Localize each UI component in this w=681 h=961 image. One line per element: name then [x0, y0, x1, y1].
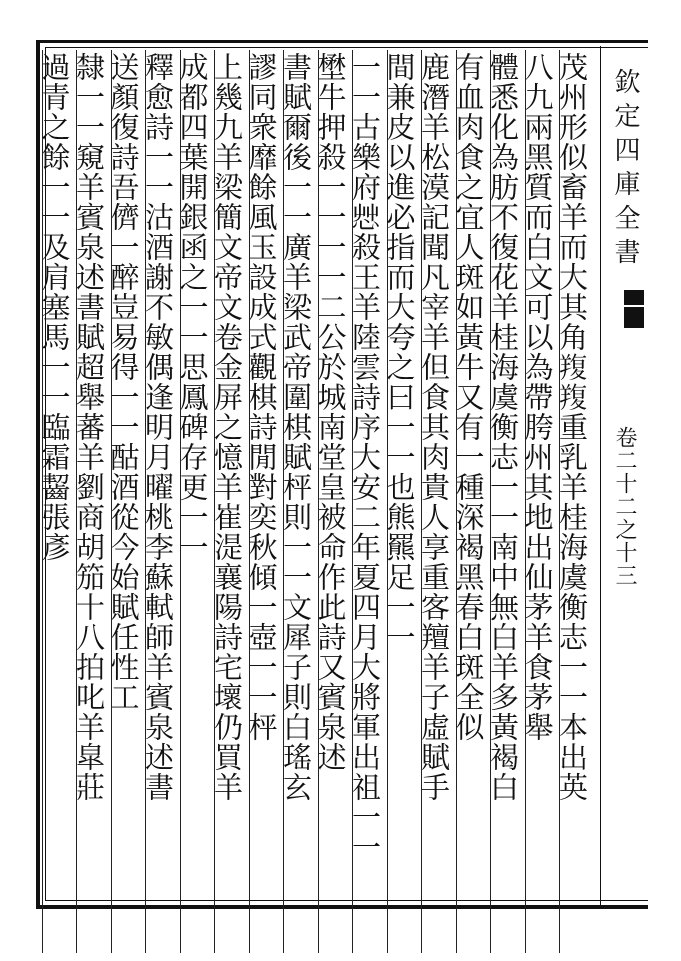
- fishtail-mark-icon: [624, 290, 644, 328]
- book-title: 欽定四庫全書: [610, 68, 640, 272]
- fishtail-divider: [624, 305, 644, 307]
- text-column: 書賦爾後一一廣羊梁武帝圍棋賦枰則一一文犀子則白瑤玄: [279, 52, 313, 802]
- text-column: 有血肉食之宜人斑如黃牛又有一種深褐黑春白斑全似: [451, 52, 486, 742]
- text-column: 謬同衆靡餘風玉設成式觀棋詩閒對奕秋傾一壺一一枰: [244, 52, 279, 742]
- text-column: 體悉化為肪不復花羊桂海虞衡志一一南中無白羊多黃褐白: [486, 52, 520, 802]
- text-column: 過青之餘一一及肩塞馬一一臨霜齧張彥: [37, 52, 72, 562]
- margin-header: [600, 46, 645, 906]
- column-rule: [42, 50, 43, 953]
- text-column: 鹿潛羊松漠記聞凡宰羊但食其肉貴人享重客羶羊子虛賦手: [417, 52, 451, 802]
- text-column: 壄牛押殺一一一一二公於城南堂皇被命作此詩又賓泉述: [313, 52, 348, 772]
- text-column: 釋愈詩一一沽酒謝不敏偶逢明月曜桃李蘇軾師羊賓泉述書: [141, 52, 175, 802]
- text-column: 八九兩黑質而白文可以為帶胯州其地出仙茅羊食茅舉: [520, 52, 555, 742]
- text-column: 間兼皮以進必指而大夸之曰一一也熊羆足一一: [382, 52, 417, 652]
- text-column: 成都四葉開銀函之一一思鳳碑存更一一: [175, 52, 210, 562]
- text-column: 一一古樂府𢘿殺王羊陸雲詩序大安二年夏四月大將軍出祖一一: [348, 52, 382, 862]
- volume-label: 卷二十二之十三: [612, 426, 637, 587]
- text-column: 送顏復詩吾儕一醉豈易得一一酤酒從今始賦任性工: [106, 52, 141, 712]
- text-column: 上幾九羊梁簡文帝文卷金屏之憶羊崔湜襄陽詩宅壞仍買羊: [210, 52, 244, 802]
- text-column: 茂州形似畜羊而大其角𦎭𦎭重乳羊桂海虞衡志一一本出英: [555, 52, 589, 802]
- text-column: 隸一一窺羊賓泉述書賦超舉蕃羊劉商胡笳十八拍叱羊皐莊: [72, 52, 106, 802]
